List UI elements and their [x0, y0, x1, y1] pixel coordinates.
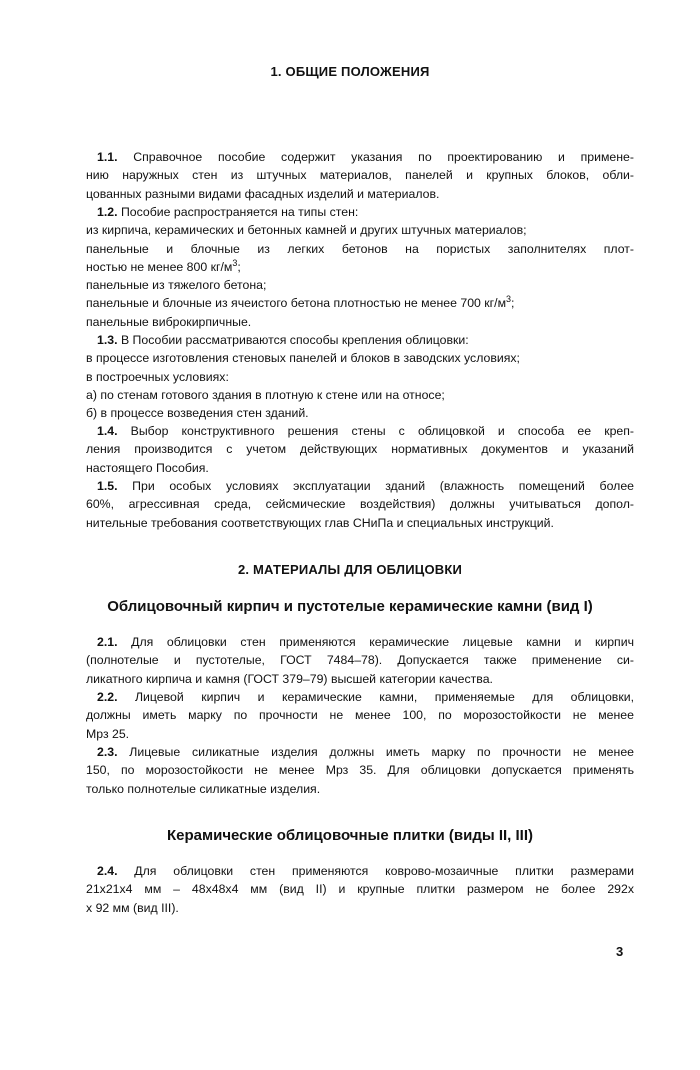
text-line: только полнотелые силикатные изделия.	[86, 781, 321, 796]
clause-number: 2.3.	[97, 745, 118, 759]
subsection-title: Керамические облицовочные плитки (виды II, III)	[167, 827, 533, 844]
text-span: ;	[237, 259, 241, 274]
paragraph-1-4	[86, 422, 634, 477]
section-2-title: 2. МАТЕРИАЛЫ ДЛЯ ОБЛИЦОВКИ	[237, 562, 463, 577]
text-span: Для облицовки стен применяются коврово-мозаичные плитки размерами	[134, 864, 634, 878]
page-number: 3	[616, 944, 624, 959]
text-line: Мрз 25.	[86, 726, 130, 741]
text-span: Лицевые силикатные изделия должны иметь марку по прочности не менее	[129, 745, 634, 759]
text-line	[86, 477, 634, 495]
text-span: В Пособии рассматриваются способы крепления облицовки:	[120, 333, 469, 347]
text-line: нию наружных стен из штучных материалов, панелей и крупных блоков, обли-	[86, 168, 634, 183]
text-span: Лицевой кирпич и керамические камни, применяемые для облицовки,	[134, 690, 635, 704]
text-line	[86, 688, 634, 706]
text-line: панельные и блочные из легких бетонов на пористых заполнителях плот-	[86, 241, 634, 256]
section-1-title: 1. ОБЩИЕ ПОЛОЖЕНИЯ	[270, 64, 430, 79]
text-line: 150, по морозостойкости не менее Мрз 35. Для облицовки допускается применять	[86, 763, 634, 778]
text-line	[86, 148, 634, 166]
text-line	[86, 862, 634, 880]
text-line: нительные требования соответствующих глав СНиПа и специальных инструкций.	[86, 515, 554, 530]
text-line: должны иметь марку по прочности не менее 100, по морозостойкости не менее	[86, 708, 634, 723]
text-span: При особых условиях эксплуатации зданий (влажность помещений более	[132, 479, 634, 493]
text-line: 21x21x4 мм – 48x48x4 мм (вид II) и крупные плитки размером не более 292x	[86, 882, 634, 897]
paragraph-2-1	[86, 633, 634, 688]
text-line	[86, 422, 634, 440]
clause-number: 1.4.	[97, 424, 118, 438]
clause-number: 1.2.	[97, 205, 118, 219]
text-span: Пособие распространяется на типы стен:	[120, 205, 359, 219]
text-line: в процессе изготовления стеновых панелей и блоков в заводских условиях;	[86, 351, 520, 366]
text-line: цованных разными видами фасадных изделий и материалов.	[86, 186, 440, 201]
text-span: ностью не менее 800 кг/м	[86, 259, 233, 274]
clause-number: 1.5.	[97, 479, 118, 493]
paragraph-1-2	[86, 203, 634, 331]
text-line	[86, 633, 634, 651]
paragraph-1-5	[86, 477, 634, 532]
text-line: 60%, агрессивная среда, сейсмические воздействия) должны учитываться допол-	[86, 497, 634, 512]
text-line	[86, 743, 634, 761]
superscript: 3	[232, 257, 238, 268]
text-line: в построечных условиях:	[86, 369, 229, 384]
text-span: панельные и блочные из ячеистого бетона плотностью не менее 700 кг/м	[86, 296, 507, 311]
text-span: ;	[511, 296, 515, 311]
clause-number: 1.1.	[97, 150, 118, 164]
text-line	[86, 294, 634, 312]
text-line: (полнотелые и пустотелые, ГОСТ 7484–78). Допускается также применение си-	[86, 653, 634, 668]
text-line: панельные из тяжелого бетона;	[86, 278, 267, 293]
paragraph-2-2	[86, 688, 634, 743]
paragraph-2-4	[86, 862, 634, 917]
clause-number: 2.4.	[97, 864, 118, 878]
text-line: а) по стенам готового здания в плотную к стене или на относе;	[86, 387, 445, 402]
paragraph-1-1	[86, 148, 634, 203]
clause-number: 1.3.	[97, 333, 118, 347]
text-line: ликатного кирпича и камня (ГОСТ 379–79) высшей категории качества.	[86, 671, 493, 686]
superscript: 3	[506, 294, 512, 305]
paragraph-2-3	[86, 743, 634, 798]
text-line: панельные виброкирпичные.	[86, 314, 252, 329]
text-line: ления производится с учетом действующих нормативных документов и указаний	[86, 442, 634, 457]
text-line: настоящего Пособия.	[86, 460, 209, 475]
subsection-title: Облицовочный кирпич и пустотелые керамические камни (вид I)	[107, 598, 593, 615]
paragraph-1-3	[86, 331, 634, 422]
clause-number: 2.2.	[97, 690, 118, 704]
text-line	[86, 258, 634, 276]
text-span: Для облицовки стен применяются керамические лицевые камни и кирпич	[131, 635, 634, 649]
text-line	[86, 203, 634, 221]
clause-number: 2.1.	[97, 635, 118, 649]
text-span: Выбор конструктивного решения стены с облицовкой и способа ее креп-	[130, 424, 635, 438]
text-line	[86, 331, 634, 349]
text-line: из кирпича, керамических и бетонных камней и других штучных материалов;	[86, 223, 527, 238]
text-line: б) в процессе возведения стен зданий.	[86, 406, 309, 421]
text-span: Справочное пособие содержит указания по проектированию и примене-	[133, 150, 634, 164]
text-line: x 92 мм (вид III).	[86, 900, 179, 915]
